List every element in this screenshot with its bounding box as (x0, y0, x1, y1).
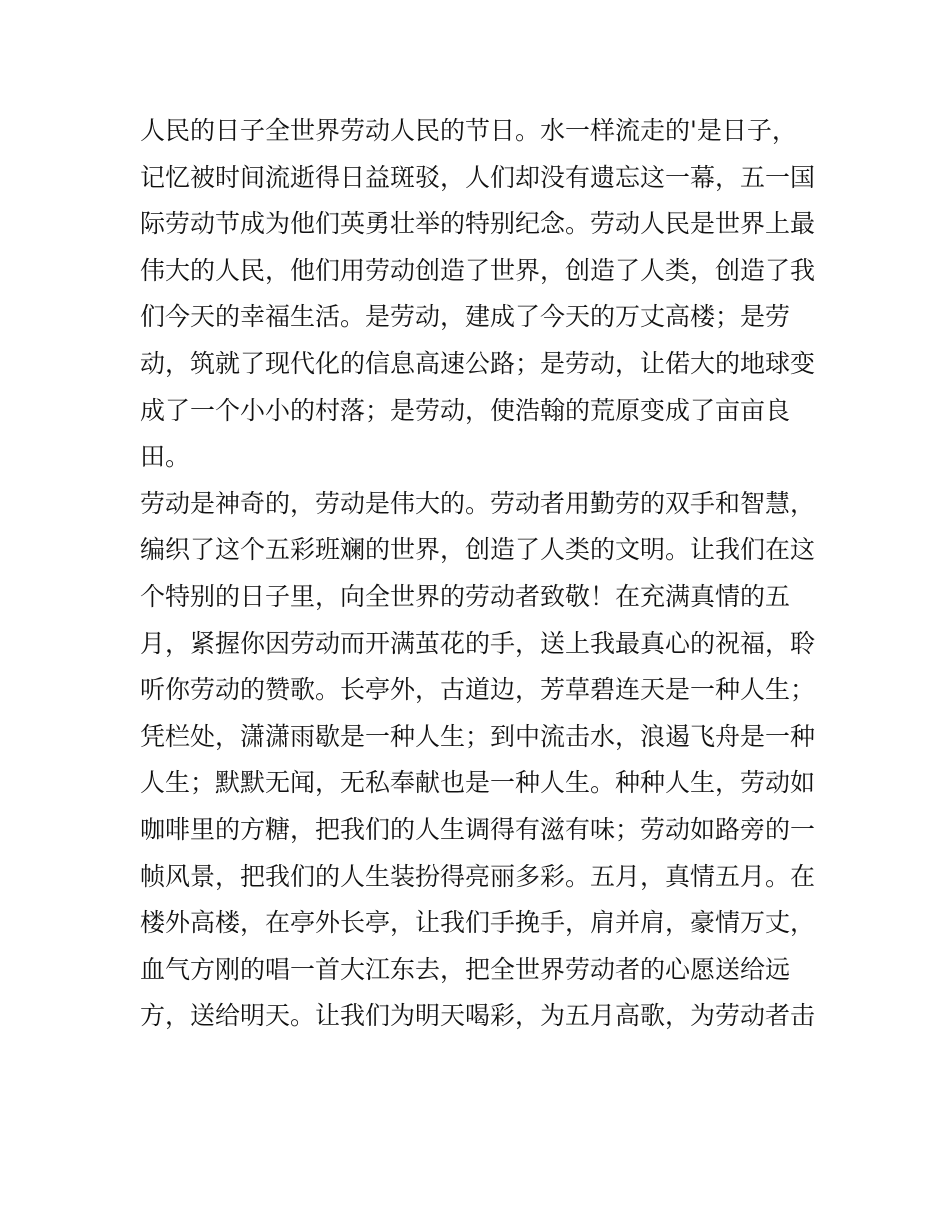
text-line: 们今天的幸福生活。是劳动，建成了今天的万丈高楼；是劳 (140, 302, 791, 332)
text-line: 楼外高楼，在亭外长亭，让我们手挽手，肩并肩，豪情万丈， (140, 908, 816, 938)
body-text (140, 108, 830, 1040)
text-line: 编织了这个五彩班斓的世界，创造了人类的文明。让我们在这 (140, 535, 816, 565)
text-line: 个特别的日子里，向全世界的劳动者致敬！在充满真情的五 (140, 581, 791, 611)
text-line: 人生；默默无闻，无私奉献也是一种人生。种种人生，劳动如 (140, 768, 816, 798)
text-line: 成了一个小小的村落；是劳动，使浩翰的荒原变成了亩亩良 (140, 395, 791, 425)
text-line: 田。 (140, 442, 191, 472)
text-line: 劳动是神奇的，劳动是伟大的。劳动者用勤劳的双手和智慧， (140, 488, 816, 518)
text-line: 伟大的人民，他们用劳动创造了世界，创造了人类，创造了我 (140, 255, 816, 285)
text-line: 方，送给明天。让我们为明天喝彩，为五月高歌，为劳动者击 (140, 1001, 816, 1031)
text-line: 凭栏处，潇潇雨歇是一种人生；到中流击水，浪遏飞舟是一种 (140, 721, 816, 751)
text-line: 血气方刚的唱一首大江东去，把全世界劳动者的心愿送给远 (140, 954, 791, 984)
text-line: 咖啡里的方糖，把我们的人生调得有滋有味；劳动如路旁的一 (140, 814, 816, 844)
text-line: 帧风景，把我们的人生装扮得亮丽多彩。五月，真情五月。在 (140, 861, 816, 891)
text-line: 听你劳动的赞歌。长亭外，古道边，芳草碧连天是一种人生； (140, 675, 816, 705)
text-line: 人民的日子全世界劳动人民的节日。水一样流走的'是日子， (140, 116, 797, 145)
text-line: 动，筑就了现代化的信息高速公路；是劳动，让偌大的地球变 (140, 348, 816, 378)
text-line: 记忆被时间流逝得日益斑驳，人们却没有遗忘这一幕，五一国 (140, 162, 816, 192)
text-line: 月，紧握你因劳动而开满茧花的手，送上我最真心的祝福，聆 (140, 628, 816, 658)
text-line: 际劳动节成为他们英勇壮举的特别纪念。劳动人民是世界上最 (140, 209, 816, 239)
